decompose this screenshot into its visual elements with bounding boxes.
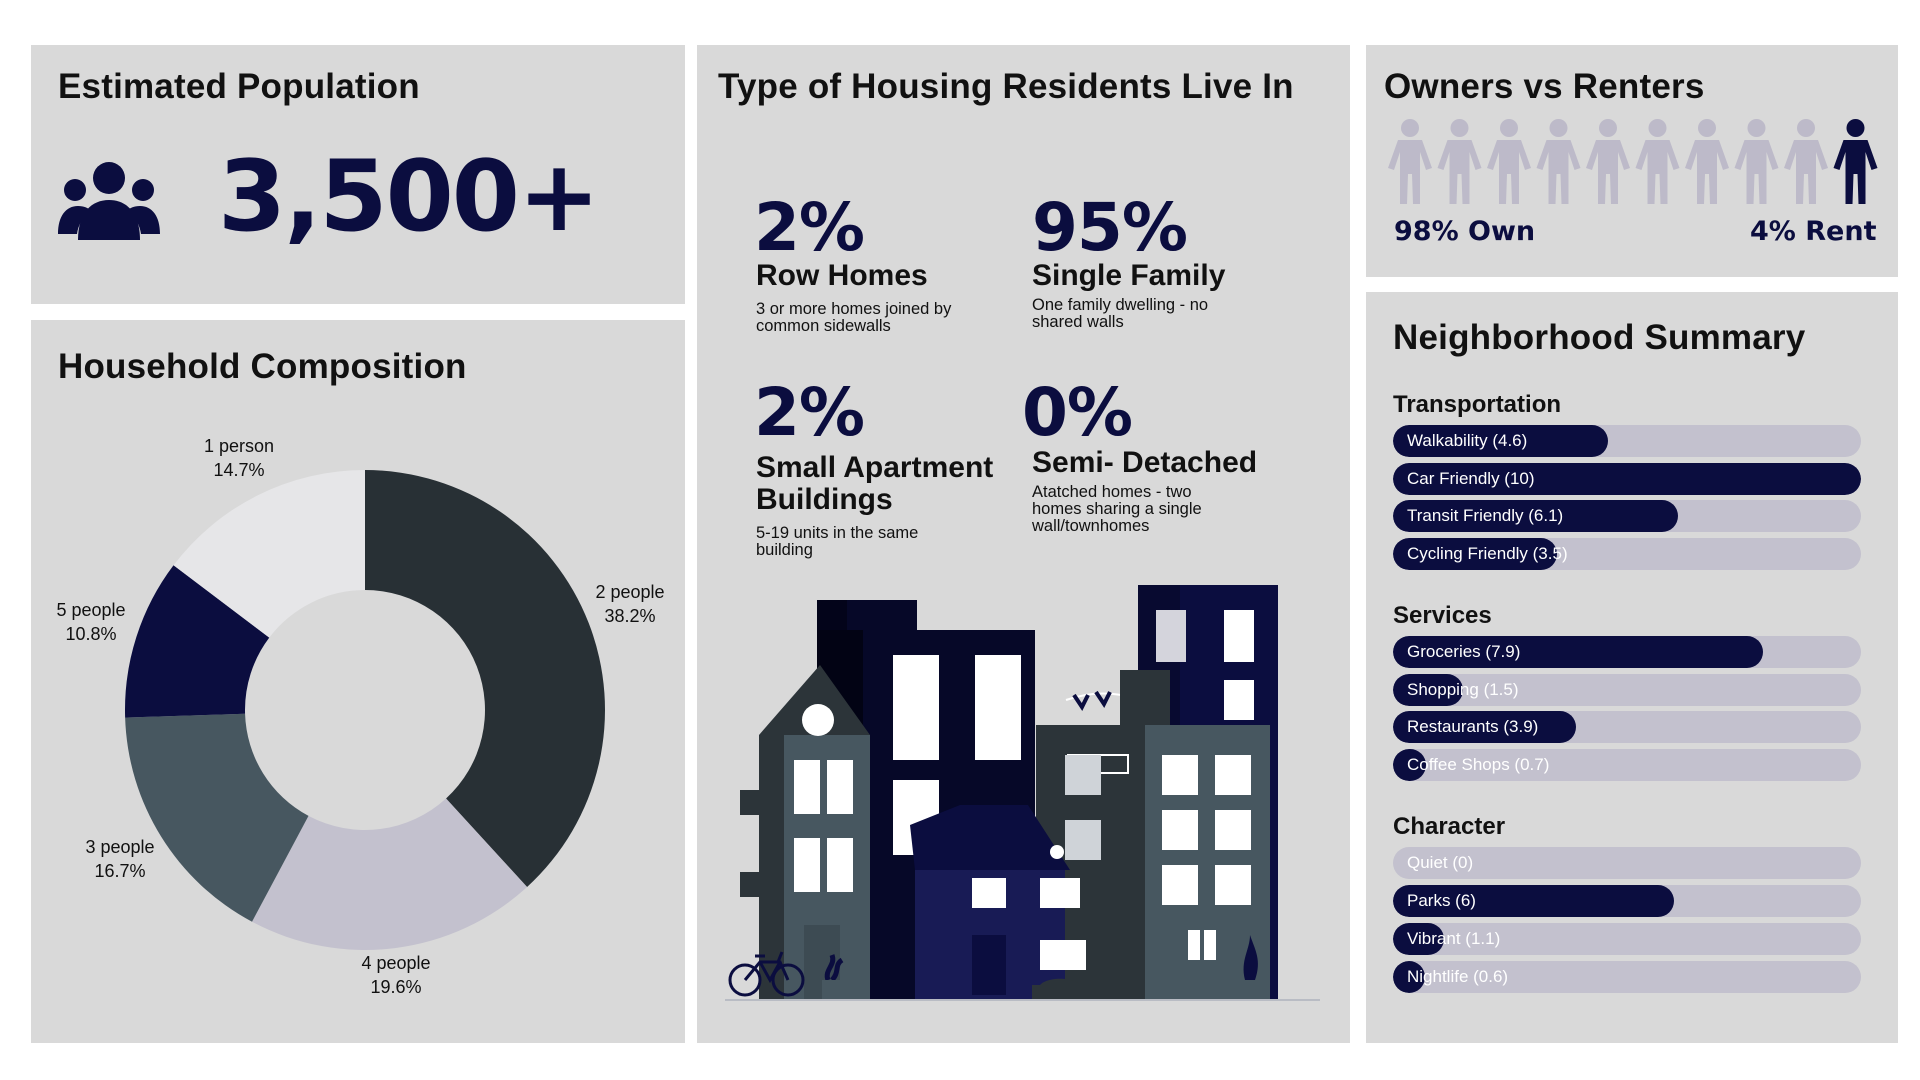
people-group-icon xyxy=(58,160,160,240)
owner-person-icon xyxy=(1735,119,1779,204)
label-value: 19.6% xyxy=(370,977,422,997)
owner-person-icon xyxy=(1586,119,1630,204)
owner-person-icon xyxy=(1487,119,1531,204)
label-name: 4 people xyxy=(361,953,431,973)
housing-desc-single-family: One family dwelling - no shared walls xyxy=(1032,296,1209,331)
label-value: 16.7% xyxy=(94,861,146,881)
housing-name-small-apartment: Small Apartment Buildings xyxy=(756,451,994,516)
housing-pct-row-homes: 2% xyxy=(754,189,865,266)
donut-slice-2-people xyxy=(365,470,605,887)
city-buildings-illustration xyxy=(710,580,1330,1005)
housing-name-semi-detached: Semi- Detached xyxy=(1032,446,1258,479)
label-value: 14.7% xyxy=(213,460,265,480)
bar-walkability xyxy=(1393,425,1861,457)
bar-restaurants xyxy=(1393,711,1861,743)
bar-coffee-shops xyxy=(1393,749,1861,781)
owners-title: Owners vs Renters xyxy=(1384,67,1705,106)
renter-person-icon xyxy=(1834,119,1878,204)
donut-label-2-people xyxy=(595,580,664,628)
bar-groceries xyxy=(1393,636,1861,668)
bar-quiet xyxy=(1393,847,1861,879)
section-transportation: Transportation xyxy=(1393,391,1562,418)
bar-label: Coffee Shops (0.7) xyxy=(1407,755,1550,774)
bar-label: Parks (6) xyxy=(1407,891,1476,910)
housing-pct-semi-detached: 0% xyxy=(1022,374,1133,451)
housing-pct-small-apartment: 2% xyxy=(754,374,865,451)
household-title: Household Composition xyxy=(58,347,467,386)
housing-desc-semi-detached: Atatched homes - two homes sharing a single wall/townhomes xyxy=(1032,483,1202,535)
owner-person-icon xyxy=(1685,119,1729,204)
label-name: 2 people xyxy=(595,582,665,602)
bar-label: Cycling Friendly (3.5) xyxy=(1407,544,1568,563)
bar-label: Car Friendly (10) xyxy=(1407,469,1535,488)
label-name: 3 people xyxy=(85,837,155,857)
housing-name-row-homes: Row Homes xyxy=(756,259,928,292)
section-services: Services xyxy=(1393,602,1492,629)
bar-vibrant xyxy=(1393,923,1861,955)
summary-title: Neighborhood Summary xyxy=(1393,318,1806,357)
bar-parks xyxy=(1393,885,1861,917)
bar-shopping xyxy=(1393,674,1861,706)
rent-label: 4% Rent xyxy=(1750,216,1877,247)
bar-label: Vibrant (1.1) xyxy=(1407,929,1501,948)
bar-label: Nightlife (0.6) xyxy=(1407,967,1509,986)
owner-person-icon xyxy=(1438,119,1482,204)
section-character: Character xyxy=(1393,813,1506,840)
label-name: 1 person xyxy=(203,436,275,456)
label-name: 5 people xyxy=(56,600,126,620)
bar-label: Quiet (0) xyxy=(1407,853,1474,872)
housing-desc-row-homes: 3 or more homes joined by common sidewalls xyxy=(756,300,952,335)
bar-car-friendly xyxy=(1393,463,1861,495)
own-label: 98% Own xyxy=(1394,216,1536,247)
bar-label: Shopping (1.5) xyxy=(1407,680,1519,699)
bar-transit-friendly xyxy=(1393,500,1861,532)
donut-label-5-people xyxy=(56,598,125,646)
household-donut-chart xyxy=(115,460,615,960)
bar-nightlife xyxy=(1393,961,1861,993)
owner-person-icon xyxy=(1784,119,1828,204)
donut-label-1-person xyxy=(204,434,274,482)
bar-label: Walkability (4.6) xyxy=(1407,431,1528,450)
donut-label-3-people xyxy=(85,835,154,883)
owner-person-icon xyxy=(1537,119,1581,204)
bar-label: Transit Friendly (6.1) xyxy=(1407,506,1564,525)
bar-cycling-friendly xyxy=(1393,538,1861,570)
owner-person-icon xyxy=(1388,119,1432,204)
housing-pct-single-family: 95% xyxy=(1032,189,1187,266)
housing-desc-small-apartment: 5-19 units in the same building xyxy=(756,524,919,559)
donut-label-4-people xyxy=(361,951,430,999)
population-title: Estimated Population xyxy=(58,67,420,106)
owners-figures xyxy=(1385,118,1885,208)
housing-title: Type of Housing Residents Live In xyxy=(718,67,1294,106)
housing-name-single-family: Single Family xyxy=(1032,259,1226,292)
label-value: 38.2% xyxy=(604,606,656,626)
label-value: 10.8% xyxy=(65,624,117,644)
owner-person-icon xyxy=(1636,119,1680,204)
population-value: 3,500+ xyxy=(218,140,599,254)
bar-label: Restaurants (3.9) xyxy=(1407,717,1539,736)
bar-label: Groceries (7.9) xyxy=(1407,642,1521,661)
